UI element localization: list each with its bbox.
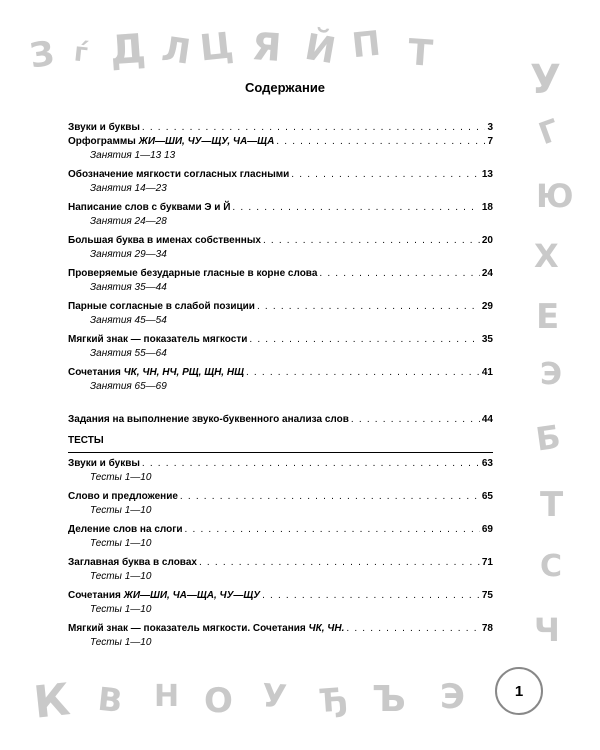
toc-entry-italic: ЖИ—ШИ, ЧУ—ЩУ, ЧА—ЩА — [138, 136, 275, 147]
decor-letter: Т — [406, 32, 434, 75]
toc-entry-text: Деление слов на слоги — [68, 524, 183, 535]
toc-entry-text: Задания на выполнение звуко-буквенного анализа слов — [68, 414, 349, 425]
toc-dot-leader — [246, 366, 480, 380]
decor-letter: Й — [301, 26, 339, 73]
toc-entry — [68, 135, 493, 149]
decor-letter: Е — [536, 297, 560, 337]
toc-entry-label — [68, 366, 244, 380]
toc-dot-leader — [257, 300, 480, 314]
decor-letter: Т — [540, 485, 564, 525]
toc-entry-text: Орфограммы — [68, 136, 139, 147]
toc-entry-label — [68, 267, 317, 281]
toc-subentry: Занятия 24—28 — [90, 216, 167, 227]
decor-letter: В — [96, 679, 125, 721]
toc-entry-label — [68, 457, 140, 471]
toc-entry-text: Слово и предложение — [68, 491, 178, 502]
toc-subentry: Тесты 1—10 — [90, 505, 152, 516]
toc-dot-leader — [199, 556, 480, 570]
toc-dot-leader — [346, 622, 479, 636]
toc-dot-leader — [276, 135, 485, 149]
toc-entry — [68, 366, 493, 380]
toc-entry-text: Мягкий знак — показатель мягкости. Сочетания — [68, 623, 309, 634]
toc-entry-text: Заглавная буква в словах — [68, 557, 197, 568]
toc-subentry: Тесты 1—10 — [90, 637, 152, 648]
toc-page-number: 69 — [481, 524, 493, 535]
toc-entry-label — [68, 523, 183, 537]
toc-page-number: 44 — [481, 414, 493, 425]
toc-dot-leader — [232, 201, 479, 215]
toc-entry — [68, 490, 493, 504]
toc-entry-text: Мягкий знак — показатель мягкости — [68, 334, 248, 345]
toc-tests-section — [68, 457, 493, 650]
decor-letter: Д — [108, 25, 148, 75]
decor-letter: О — [204, 681, 233, 721]
decor-letter: К — [31, 674, 73, 729]
toc-subentry: Занятия 55—64 — [90, 348, 167, 359]
table-of-contents — [68, 121, 493, 655]
toc-dot-leader — [142, 121, 486, 135]
decor-letter: Г — [534, 112, 565, 153]
toc-entry-text: Написание слов с буквами Э и Й — [68, 202, 231, 213]
toc-entry — [68, 457, 493, 471]
decor-letter: Ђ — [318, 680, 350, 720]
toc-entry-text: Сочетания — [68, 590, 124, 601]
page-title: Содержание — [244, 80, 326, 95]
toc-entry-text: Парные согласные в слабой позиции — [68, 301, 255, 312]
toc-entry — [68, 622, 493, 636]
toc-subentry: Занятия 29—34 — [90, 249, 167, 260]
toc-dot-leader — [142, 457, 480, 471]
toc-entry-label — [68, 622, 344, 636]
toc-entry-label — [68, 333, 247, 347]
toc-entry — [68, 523, 493, 537]
toc-page-number: 75 — [481, 590, 493, 601]
toc-subentry: Занятия 35—44 — [90, 282, 167, 293]
toc-dot-leader — [291, 168, 480, 182]
toc-page-number: 71 — [481, 557, 493, 568]
decor-letter: Х — [534, 237, 559, 275]
toc-dot-leader — [351, 413, 480, 427]
toc-entry-text: Звуки и буквы — [68, 458, 140, 469]
toc-page-number: 13 — [481, 169, 493, 180]
toc-entry — [68, 267, 493, 281]
decor-letter: ѓ — [72, 37, 90, 69]
toc-entry-label — [68, 121, 140, 135]
toc-subentry: Тесты 1—10 — [90, 538, 152, 549]
toc-entry — [68, 556, 493, 570]
toc-entry-text: Звуки и буквы — [68, 122, 140, 133]
decor-letter: Я — [250, 24, 283, 70]
toc-entry — [68, 168, 493, 182]
toc-entry — [68, 333, 493, 347]
toc-dot-leader — [185, 523, 480, 537]
toc-page-number: 29 — [481, 301, 493, 312]
tests-heading: ТЕСТЫ — [68, 435, 104, 446]
toc-dot-leader — [180, 490, 480, 504]
toc-subentry: Тесты 1—10 — [90, 472, 152, 483]
decor-letter: У — [530, 57, 561, 103]
decor-letter: С — [540, 549, 563, 584]
toc-page-number: 78 — [481, 623, 493, 634]
decor-letter: Ч — [534, 611, 560, 649]
decor-letter: Ц — [197, 25, 236, 70]
toc-entry-label — [68, 234, 261, 248]
toc-page-number: 41 — [481, 367, 493, 378]
decor-letter: З — [27, 33, 57, 77]
toc-entry — [68, 413, 493, 427]
toc-entry-text: Большая буква в именах собственных — [68, 235, 261, 246]
toc-page-number: 7 — [487, 136, 493, 147]
decor-letter: Л — [159, 29, 193, 73]
toc-entry-text: Проверяемые безударные гласные в корне слова — [68, 268, 318, 279]
toc-entry-label — [68, 589, 260, 603]
toc-entry-label — [68, 413, 349, 427]
toc-subentry: Тесты 1—10 — [90, 571, 152, 582]
decor-letter: У — [260, 676, 288, 716]
decor-letter: Э — [540, 357, 563, 392]
toc-entry — [68, 300, 493, 314]
decor-letter: Н — [154, 679, 180, 714]
toc-entry-text: Обозначение мягкости согласных гласными — [68, 169, 290, 180]
toc-dot-leader — [249, 333, 480, 347]
toc-entry-label — [68, 135, 274, 149]
toc-page-number: 24 — [481, 268, 493, 279]
toc-entry — [68, 234, 493, 248]
toc-subentry: Занятия 14—23 — [90, 183, 167, 194]
toc-dot-leader — [262, 589, 480, 603]
toc-entry-text: Сочетания — [68, 367, 124, 378]
toc-page-number: 65 — [481, 491, 493, 502]
page-number: 1 — [514, 682, 524, 700]
toc-subentry: Тесты 1—10 — [90, 604, 152, 615]
toc-entry — [68, 589, 493, 603]
tests-divider — [68, 452, 493, 453]
toc-page-number: 3 — [487, 122, 493, 133]
toc-analysis-entry — [68, 413, 493, 427]
toc-entry — [68, 201, 493, 215]
toc-subentry: Занятия 45—54 — [90, 315, 167, 326]
page-number-badge — [495, 667, 543, 715]
decor-letter: Б — [533, 417, 563, 459]
toc-entry-label — [68, 490, 178, 504]
toc-page-number: 18 — [481, 202, 493, 213]
toc-subentry: Занятия 1—13 13 — [90, 150, 176, 161]
toc-subentry: Занятия 65—69 — [90, 381, 167, 392]
toc-entry — [68, 121, 493, 135]
toc-entry-label — [68, 556, 197, 570]
toc-page-number: 63 — [481, 458, 493, 469]
toc-entry-italic: ЧК, ЧН. — [308, 623, 345, 634]
decor-letter: Ъ — [372, 679, 406, 720]
decor-letter: Э — [440, 677, 465, 717]
toc-entry-italic: ЖИ—ШИ, ЧА—ЩА, ЧУ—ЩУ — [123, 590, 261, 601]
toc-entry-label — [68, 300, 255, 314]
toc-entry-italic: ЧК, ЧН, НЧ, РЩ, ЩН, НЩ — [123, 367, 244, 378]
decor-letter: П — [349, 23, 383, 67]
toc-entry-label — [68, 168, 289, 182]
toc-lessons-section — [68, 121, 493, 394]
toc-dot-leader — [319, 267, 479, 281]
toc-entry-label — [68, 201, 230, 215]
toc-page-number: 20 — [481, 235, 493, 246]
decor-letter: Ю — [536, 177, 574, 215]
toc-page-number: 35 — [481, 334, 493, 345]
toc-dot-leader — [263, 234, 480, 248]
